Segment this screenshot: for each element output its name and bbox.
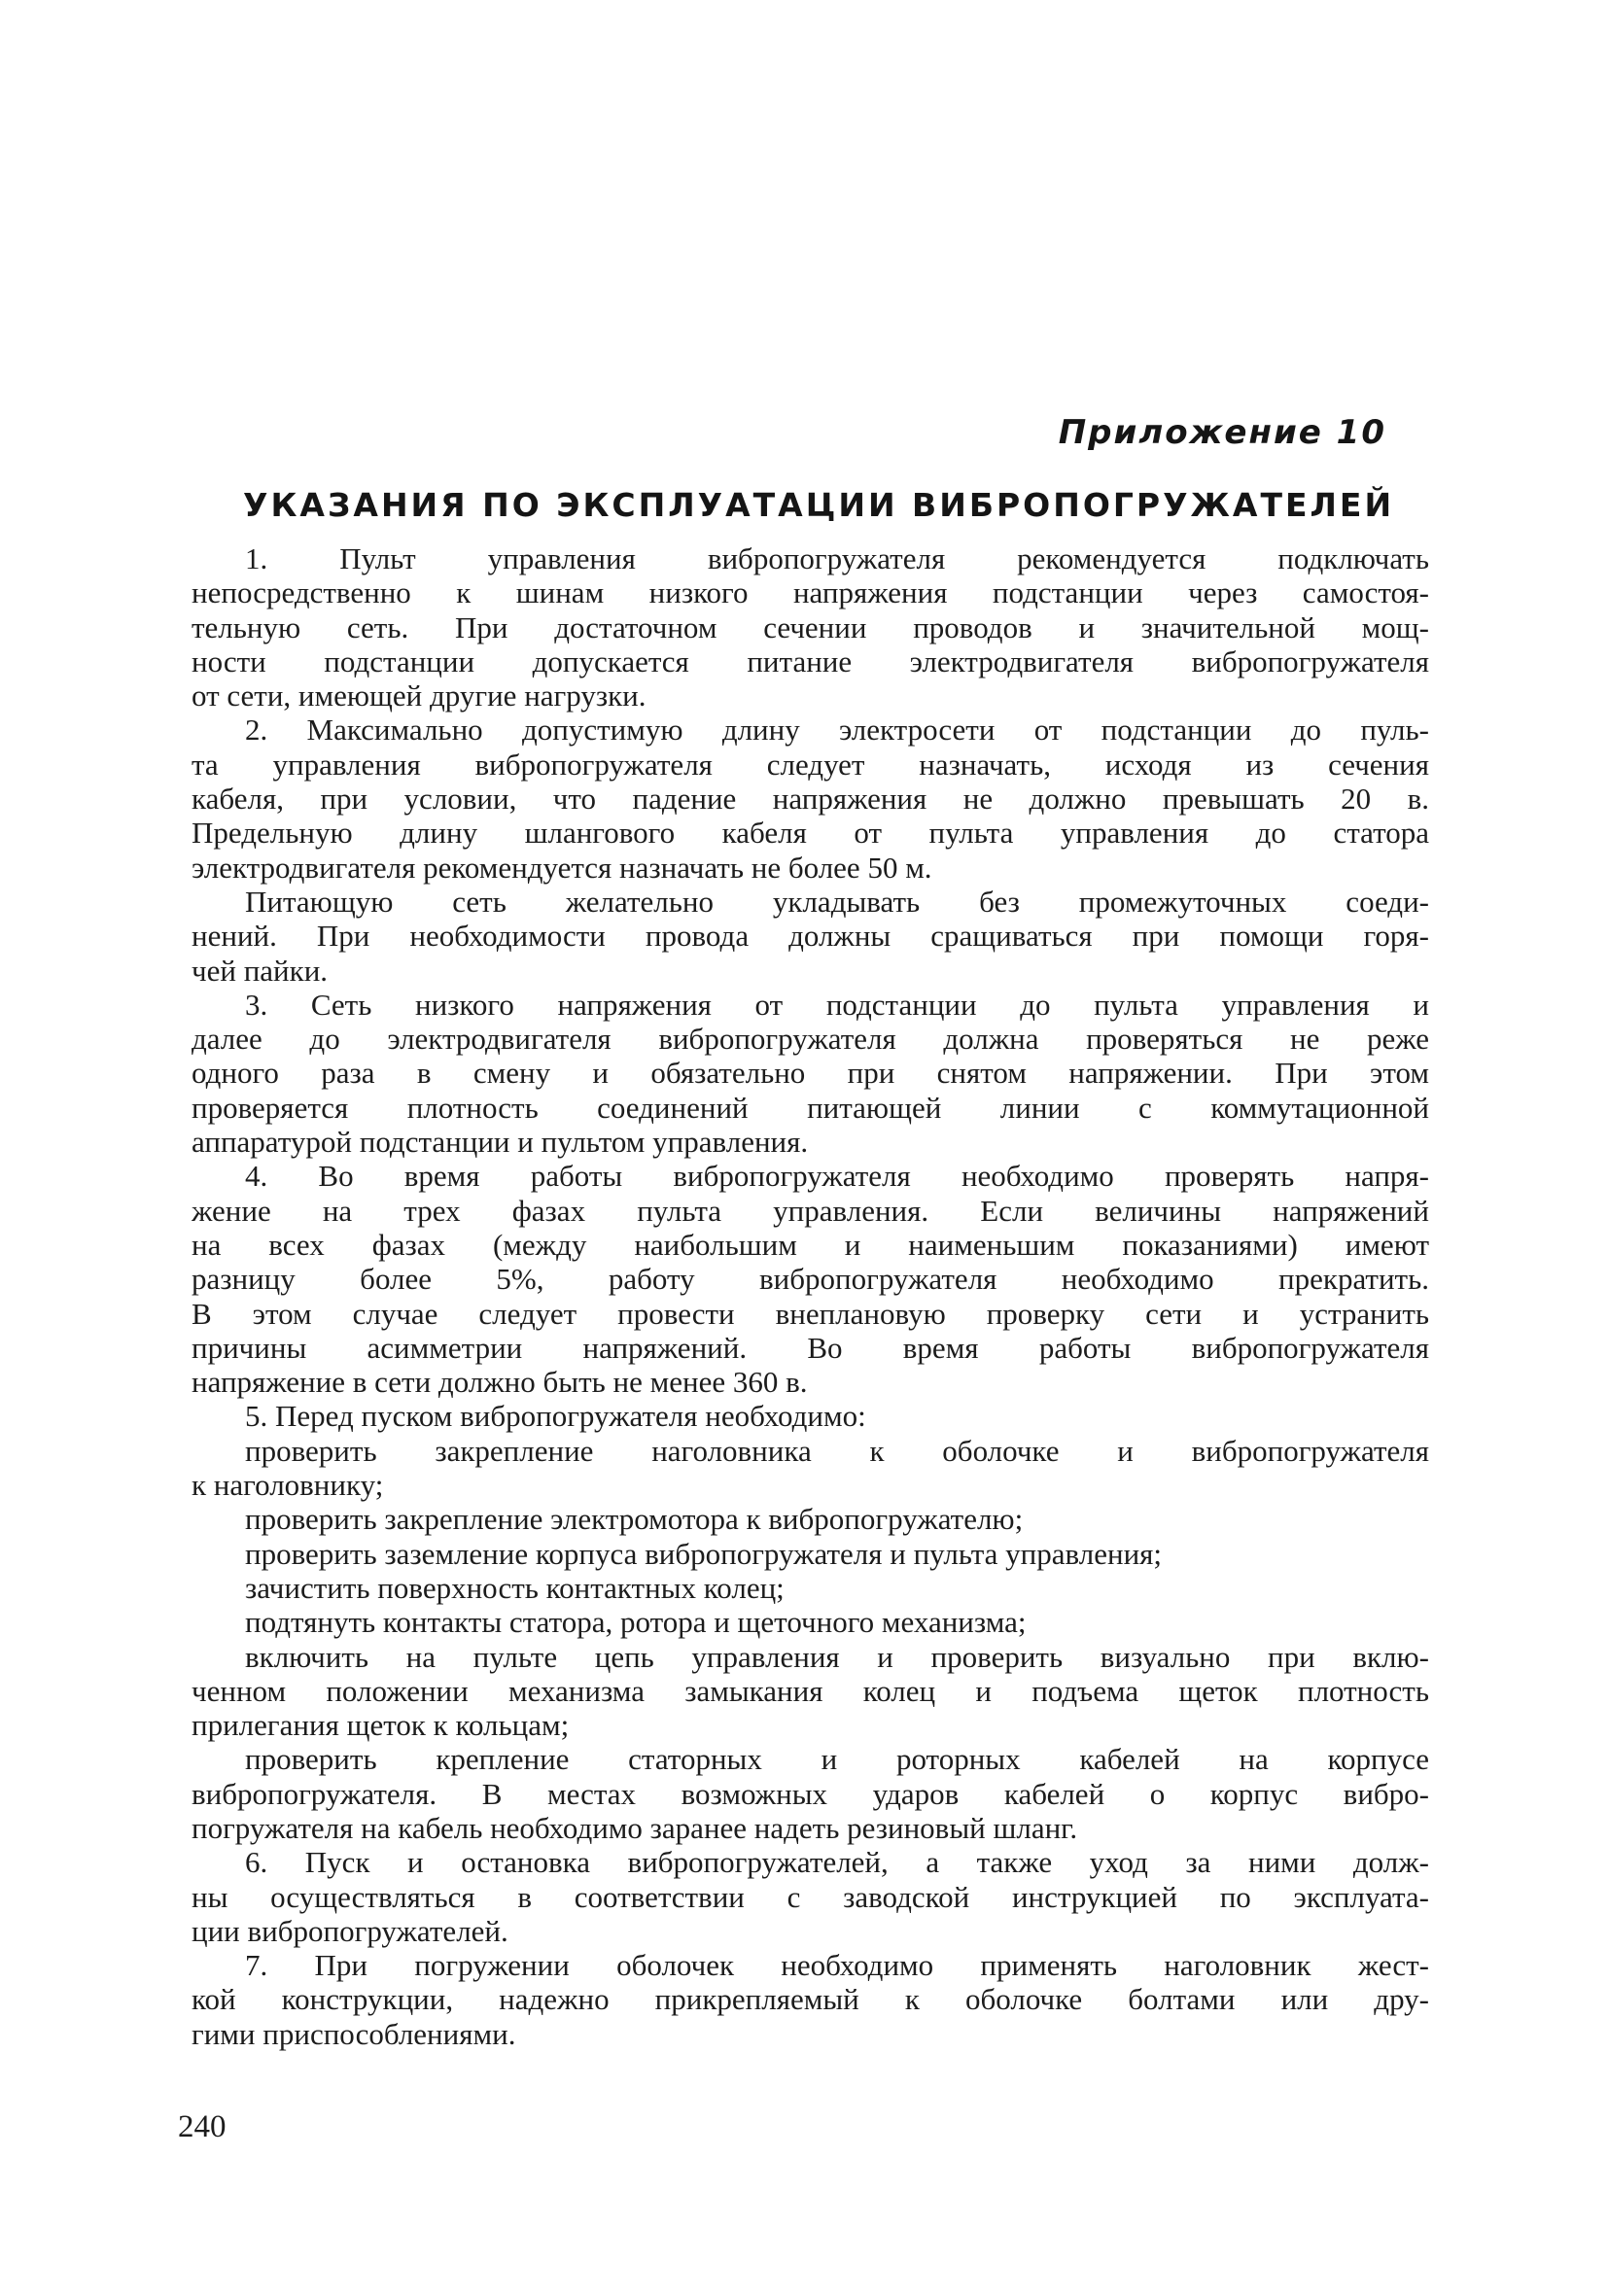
text-line: Предельную длину шлангового кабеля от пульта управления до статора bbox=[192, 816, 1429, 851]
text-line: 6. Пуск и остановка вибропогружателей, а также уход за ними долж- bbox=[245, 1845, 1429, 1880]
text-line: проверить закрепление наголовника к оболочке и вибропогружателя bbox=[245, 1433, 1429, 1468]
text-line: 7. При погружении оболочек необходимо применять наголовник жест- bbox=[245, 1948, 1429, 1983]
page-number: 240 bbox=[178, 2109, 227, 2144]
body-text bbox=[192, 541, 1429, 2051]
text-line: проверить крепление статорных и роторных кабелей на корпусе bbox=[245, 1742, 1429, 1777]
text-line: погружателя на кабель необходимо заранее надеть резиновый шланг. bbox=[192, 1810, 1078, 1845]
document-title: УКАЗАНИЯ ПО ЭКСПЛУАТАЦИИ ВИБРОПОГРУЖАТЕЛЕЙ bbox=[243, 486, 1395, 524]
text-line: включить на пульте цепь управления и проверить визуально при вклю- bbox=[245, 1639, 1429, 1674]
text-line: проверить заземление корпуса вибропогружателя и пульта управления; bbox=[245, 1536, 1163, 1571]
text-line: причины асимметрии напряжений. Во время работы вибропогружателя bbox=[192, 1330, 1429, 1365]
text-line: ности подстанции допускается питание электродвигателя вибропогружателя bbox=[192, 644, 1429, 678]
text-line: подтянуть контакты статора, ротора и щеточного механизма; bbox=[245, 1605, 1027, 1640]
text-line: 5. Перед пуском вибропогружателя необходимо: bbox=[245, 1399, 866, 1434]
text-line: 1. Пульт управления вибропогружателя рекомендуется подключать bbox=[245, 541, 1429, 575]
text-line: на всех фазах (между наибольшим и наименьшим показаниями) имеют bbox=[192, 1227, 1429, 1262]
text-line: В этом случае следует провести внеплановую проверку сети и устранить bbox=[192, 1296, 1429, 1331]
text-line: кабеля, при условии, что падение напряжения не должно превышать 20 в. bbox=[192, 782, 1429, 817]
text-line: гими приспособлениями. bbox=[192, 2016, 516, 2051]
text-line: ны осуществляться в соответствии с заводской инструкцией по эксплуата- bbox=[192, 1879, 1429, 1914]
text-line: аппаратурой подстанции и пультом управления. bbox=[192, 1125, 809, 1160]
text-line: непосредственно к шинам низкого напряжения подстанции через самостоя- bbox=[192, 575, 1429, 610]
text-line: кой конструкции, надежно прикрепляемый к оболочке болтами или дру- bbox=[192, 1982, 1429, 2017]
text-line: тельную сеть. При достаточном сечении проводов и значительной мощ- bbox=[192, 609, 1429, 644]
text-line: 4. Во время работы вибропогружателя необходимо проверять напря- bbox=[245, 1159, 1429, 1194]
text-line: одного раза в смену и обязательно при снятом напряжении. При этом bbox=[192, 1056, 1429, 1091]
text-line: вибропогружателя. В местах возможных ударов кабелей о корпус вибро- bbox=[192, 1776, 1429, 1811]
text-line: далее до электродвигателя вибропогружателя должна проверяться не реже bbox=[192, 1022, 1429, 1057]
appendix-label: Приложение 10 bbox=[1058, 413, 1386, 452]
text-line: электродвигателя рекомендуется назначать не более 50 м. bbox=[192, 850, 932, 885]
text-line: 2. Максимально допустимую длину электросети от подстанции до пуль- bbox=[245, 713, 1429, 748]
text-line: зачистить поверхность контактных колец; bbox=[245, 1570, 785, 1605]
text-line: ции вибропогружателей. bbox=[192, 1913, 508, 1948]
text-line: Питающую сеть желательно укладывать без промежуточных соеди- bbox=[245, 884, 1429, 919]
text-line: от сети, имеющей другие нагрузки. bbox=[192, 678, 647, 713]
text-line: ченном положении механизма замыкания колец и подъема щеток плотность bbox=[192, 1673, 1429, 1708]
text-line: проверяется плотность соединений питающей линии с коммутационной bbox=[192, 1090, 1429, 1125]
text-line: нений. При необходимости провода должны сращиваться при помощи горя- bbox=[192, 919, 1429, 954]
text-line: та управления вибропогружателя следует назначать, исходя из сечения bbox=[192, 747, 1429, 782]
text-line: напряжение в сети должно быть не менее 360 в. bbox=[192, 1365, 808, 1400]
text-line: прилегания щеток к кольцам; bbox=[192, 1708, 570, 1743]
text-line: жение на трех фазах пульта управления. Если величины напряжений bbox=[192, 1193, 1429, 1228]
text-line: разницу более 5%, работу вибропогружателя необходимо прекратить. bbox=[192, 1262, 1429, 1297]
text-line: к наголовнику; bbox=[192, 1468, 384, 1503]
text-line: чей пайки. bbox=[192, 953, 329, 988]
text-line: проверить закрепление электромотора к вибропогружателю; bbox=[245, 1502, 1024, 1537]
text-line: 3. Сеть низкого напряжения от подстанции до пульта управления и bbox=[245, 987, 1429, 1022]
